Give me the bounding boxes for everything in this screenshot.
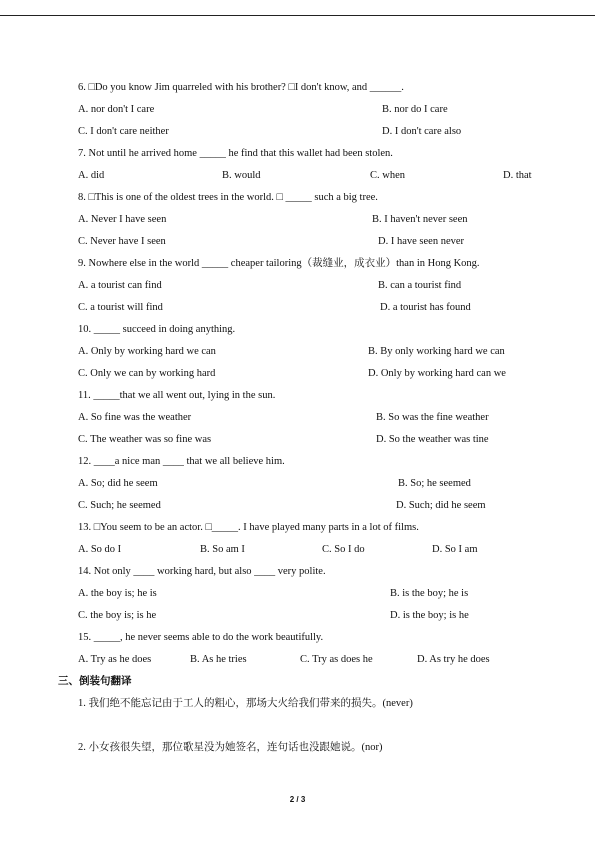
q15-option-b: B. As he tries bbox=[190, 654, 247, 665]
q12-option-b: B. So; he seemed bbox=[398, 478, 471, 489]
question-10: 10. _____ succeed in doing anything. bbox=[78, 324, 236, 335]
question-7: 7. Not until he arrived home _____ he find that this wallet had been stolen. bbox=[78, 148, 393, 159]
q14-option-a: A. the boy is; he is bbox=[78, 588, 157, 599]
q14-option-d: D. is the boy; is he bbox=[390, 610, 469, 621]
section-heading: 三、倒装句翻译 bbox=[58, 675, 132, 687]
q13-option-b: B. So am I bbox=[200, 544, 245, 555]
q7-option-c: C. when bbox=[370, 170, 406, 181]
q6-option-a: A. nor don't I care bbox=[78, 104, 155, 115]
q10-option-b: B. By only working hard we can bbox=[368, 346, 505, 357]
q14-option-c: C. the boy is; is he bbox=[78, 610, 157, 621]
q11-option-c: C. The weather was so fine was bbox=[78, 434, 212, 445]
q9-option-b: B. can a tourist find bbox=[378, 280, 462, 291]
q11-option-d: D. So the weather was tine bbox=[376, 434, 489, 445]
question-8: 8. □This is one of the oldest trees in the world. □ _____ such a big tree. bbox=[78, 192, 378, 203]
q7-option-d: D. that bbox=[503, 170, 532, 181]
q8-option-a: A. Never I have seen bbox=[78, 214, 167, 225]
q13-option-d: D. So I am bbox=[432, 544, 478, 555]
question-12: 12. ____a nice man ____ that we all believe him. bbox=[78, 456, 285, 467]
question-11: 11. _____that we all went out, lying in the sun. bbox=[78, 390, 276, 401]
q8-option-d: D. I have seen never bbox=[378, 236, 465, 247]
question-13: 13. □You seem to be an actor. □_____. I have played many parts in a lot of films. bbox=[78, 522, 419, 533]
q15-option-c: C. Try as does he bbox=[300, 654, 373, 665]
q8-option-c: C. Never have I seen bbox=[78, 236, 166, 247]
page-number: 2 / 3 bbox=[289, 795, 306, 804]
question-14: 14. Not only ____ working hard, but also ____ very polite. bbox=[78, 566, 326, 577]
q6-option-d: D. I don't care also bbox=[382, 126, 462, 137]
question-6: 6. □Do you know Jim quarreled with his brother? □I don't know, and ______. bbox=[78, 82, 404, 93]
translation-item-1: 1. 我们绝不能忘记由于工人的粗心，那场大火给我们带来的损失。(never) bbox=[78, 698, 413, 709]
q8-option-b: B. I haven't never seen bbox=[372, 214, 468, 225]
q12-option-c: C. Such; he seemed bbox=[78, 500, 161, 511]
q6-option-c: C. I don't care neither bbox=[78, 126, 169, 137]
q15-option-a: A. Try as he does bbox=[78, 654, 152, 665]
q10-option-d: D. Only by working hard can we bbox=[368, 368, 506, 379]
q6-option-b: B. nor do I care bbox=[382, 104, 448, 115]
question-9: 9. Nowhere else in the world _____ cheaper tailoring（裁缝业，成衣业）than in Hong Kong. bbox=[78, 258, 480, 269]
header-rule bbox=[0, 15, 595, 16]
q9-option-d: D. a tourist has found bbox=[380, 302, 471, 313]
q9-option-c: C. a tourist will find bbox=[78, 302, 163, 313]
q7-option-a: A. did bbox=[78, 170, 105, 181]
q11-option-a: A. So fine was the weather bbox=[78, 412, 192, 423]
question-15: 15. _____, he never seems able to do the work beautifully. bbox=[78, 632, 324, 643]
q10-option-c: C. Only we can by working hard bbox=[78, 368, 216, 379]
q15-option-d: D. As try he does bbox=[417, 654, 490, 665]
q13-option-c: C. So I do bbox=[322, 544, 365, 555]
q12-option-d: D. Such; did he seem bbox=[396, 500, 486, 511]
q7-option-b: B. would bbox=[222, 170, 261, 181]
q11-option-b: B. So was the fine weather bbox=[376, 412, 489, 423]
q14-option-b: B. is the boy; he is bbox=[390, 588, 469, 599]
q12-option-a: A. So; did he seem bbox=[78, 478, 158, 489]
q10-option-a: A. Only by working hard we can bbox=[78, 346, 216, 357]
q13-option-a: A. So do I bbox=[78, 544, 122, 555]
translation-item-2: 2. 小女孩很失望，那位歌星没为她签名，连句话也没跟她说。(nor) bbox=[78, 742, 383, 753]
q9-option-a: A. a tourist can find bbox=[78, 280, 162, 291]
